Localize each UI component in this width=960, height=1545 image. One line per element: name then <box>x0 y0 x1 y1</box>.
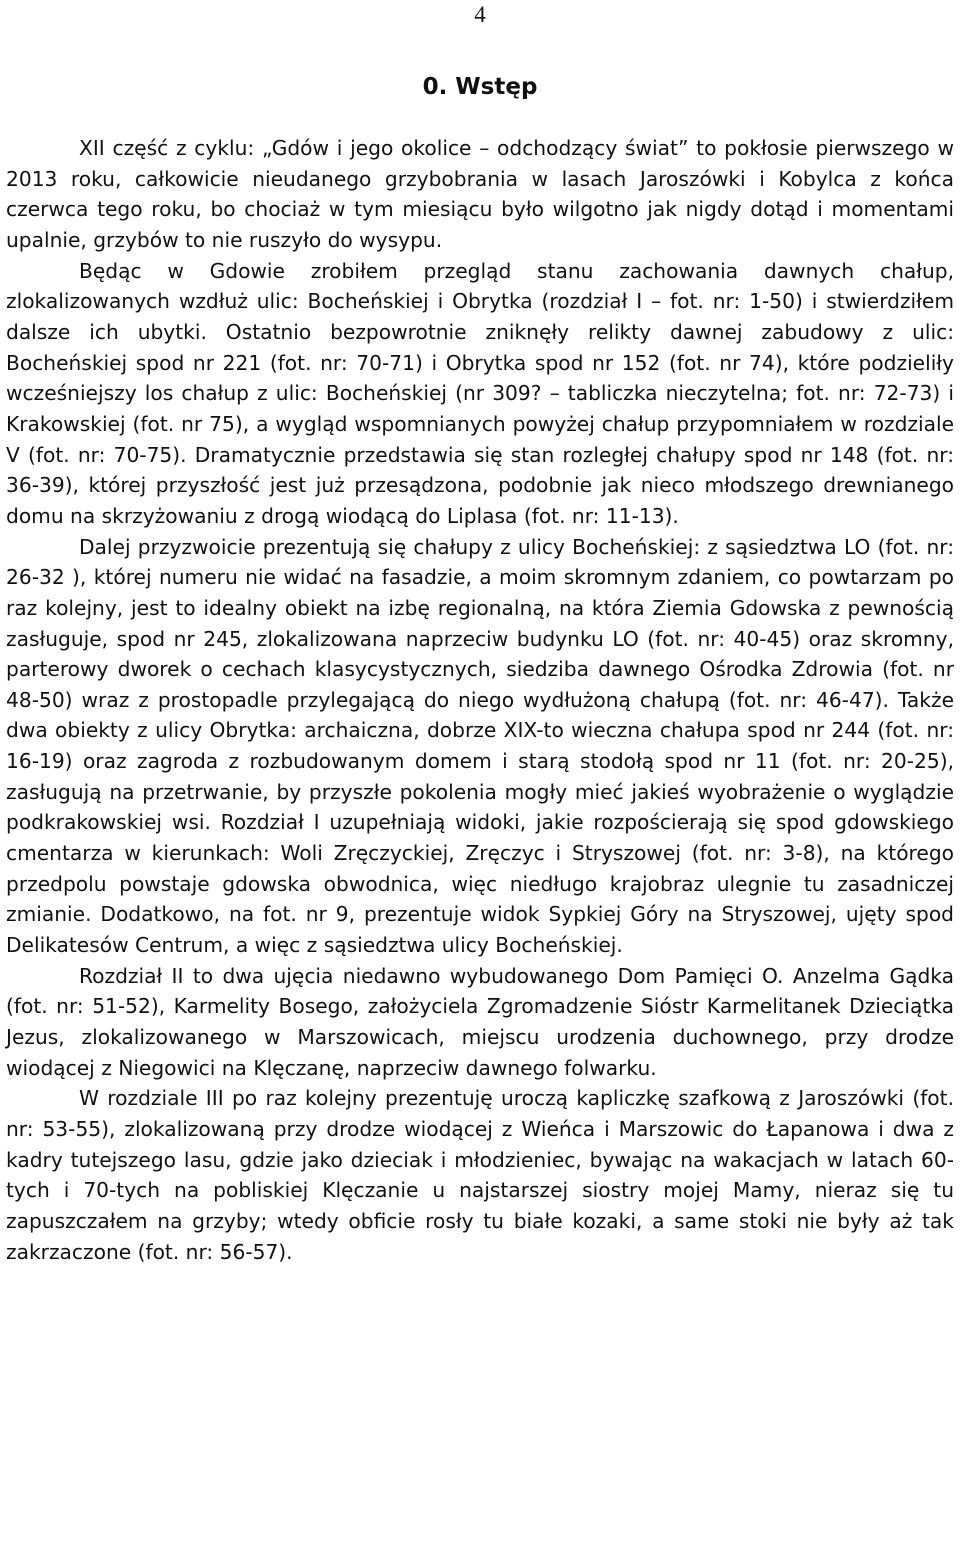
body-text <box>6 133 954 1267</box>
paragraph-chapter-1-losses: Będąc w Gdowie zrobiłem przegląd stanu zachowania dawnych chałup, zlokalizowanych wzdłuż ulic: Bocheńskiej i Obrytka (rozdział I – fot. nr: 1-50) i stwierdziłem dalsze ich ubytki. Ostatnio bezpowrotnie zniknęły relikty dawnej zabudowy z ulic: Bocheńskiej spod nr 221 (fot. nr: 70-71) i Obrytka spod nr 152 (fot. nr 74), które podzieliły wcześniejszy los chałup z ulic: Bocheńskiej (nr 309? – tabliczka nieczytelna; fot. nr: 72-73) i Krakowskiej (fot. nr 75), a wygląd wspomnianych powyżej chałup przypomniałem w rozdziale V (fot. nr: 70-75). Dramatycznie przedstawia się stan rozległej chałupy spod nr 148 (fot. nr: 36-39), której przyszłość jest już przesądzona, podobnie jak nieco młodszego drewnianego domu na skrzyżowaniu z drogą wiodącą do Liplasa (fot. nr: 11-13). <box>6 258 954 528</box>
paragraph-intro: XII część z cyklu: „Gdów i jego okolice – odchodzący świat” to pokłosie pierwszego w 2013 roku, całkowicie nieudanego grzybobrania w lasach Jaroszówki i Kobylca z końca czerwca tego roku, bo chociaż w tym miesiącu było wilgotno jak nigdy dotąd i momentami upalnie, grzybów to nie ruszyło do wysypu. <box>6 136 954 252</box>
section-heading: 0. Wstęp <box>422 74 538 100</box>
page-number: 4 <box>474 2 486 27</box>
paragraph-chapter-1-surviving: Dalej przyzwoicie prezentują się chałupy z ulicy Bocheńskiej: z sąsiedztwa LO (fot. nr: 26-32 ), której numeru nie widać na fasadzie, a moim skromnym zdaniem, co powtarzam po raz kolejny, jest to idealny obiekt na izbę regionalną, na która Ziemia Gdowska z pewnością zasługuje, spod nr 245, zlokalizowana naprzeciw budynku LO (fot. nr: 40-45) oraz skromny, parterowy dworek o cechach klasycystycznych, siedziba dawnego Ośrodka Zdrowia (fot. nr 48-50) wraz z prostopadle przylegającą do niego wydłużoną chałupą (fot. nr: 46-47). Także dwa obiekty z ulicy Obrytka: archaiczna, dobrze XIX-to wieczna chałupa spod nr 244 (fot. nr: 16-19) oraz zagroda z rozbudowanym domem i starą stodołą spod nr 11 (fot. nr: 20-25), zasługują na przetrwanie, by przyszłe pokolenia mogły mieć jakieś wyobrażenie o wyglądzie podkrakowskiej wsi. Rozdział I uzupełniają widoki, jakie rozpościerają się spod gdowskiego cmentarza w kierunkach: Woli Zręczyckiej, Zręczyc i Stryszowej (fot. nr: 3-8), na którego przedpolu powstaje gdowska obwodnica, więc niedługo krajobraz ulegnie tu zasadniczej zmianie. Dodatkowo, na fot. nr 9, prezentuje widok Sypkiej Góry na Stryszowej, ujęty spod Delikatesów Centrum, a więc z sąsiedztwa ulicy Bocheńskiej. <box>6 534 954 958</box>
paragraph-chapter-3: W rozdziale III po raz kolejny prezentuję uroczą kapliczkę szafkową z Jaroszówki (fot. nr: 53-55), zlokalizowaną przy drodze wiodącej z Wieńca i Marszowic do Łapanowa i dwa z kadry tutejszego lasu, gdzie jako dzieciak i młodzieniec, bywając na wakacjach w latach 60-tych i 70-tych na pobliskiej Klęczanie u najstarszej siostry mojej Mamy, nieraz się tu zapuszczałem na grzyby; wtedy obficie rosły tu białe kozaki, a same stoki nie były aż tak zakrzaczone (fot. nr: 56-57). <box>6 1086 954 1264</box>
paragraph-chapter-2: Rozdział II to dwa ujęcia niedawno wybudowanego Dom Pamięci O. Anzelma Gądka (fot. nr: 51-52), Karmelity Bosego, założyciela Zgromadzenie Sióstr Karmelitanek Dzieciątka Jezus, zlokalizowanego w Marszowicach, miejscu urodzenia duchownego, przy drodze wiodącej z Niegowici na Klęczanę, naprzeciw dawnego folwarku. <box>6 963 954 1080</box>
